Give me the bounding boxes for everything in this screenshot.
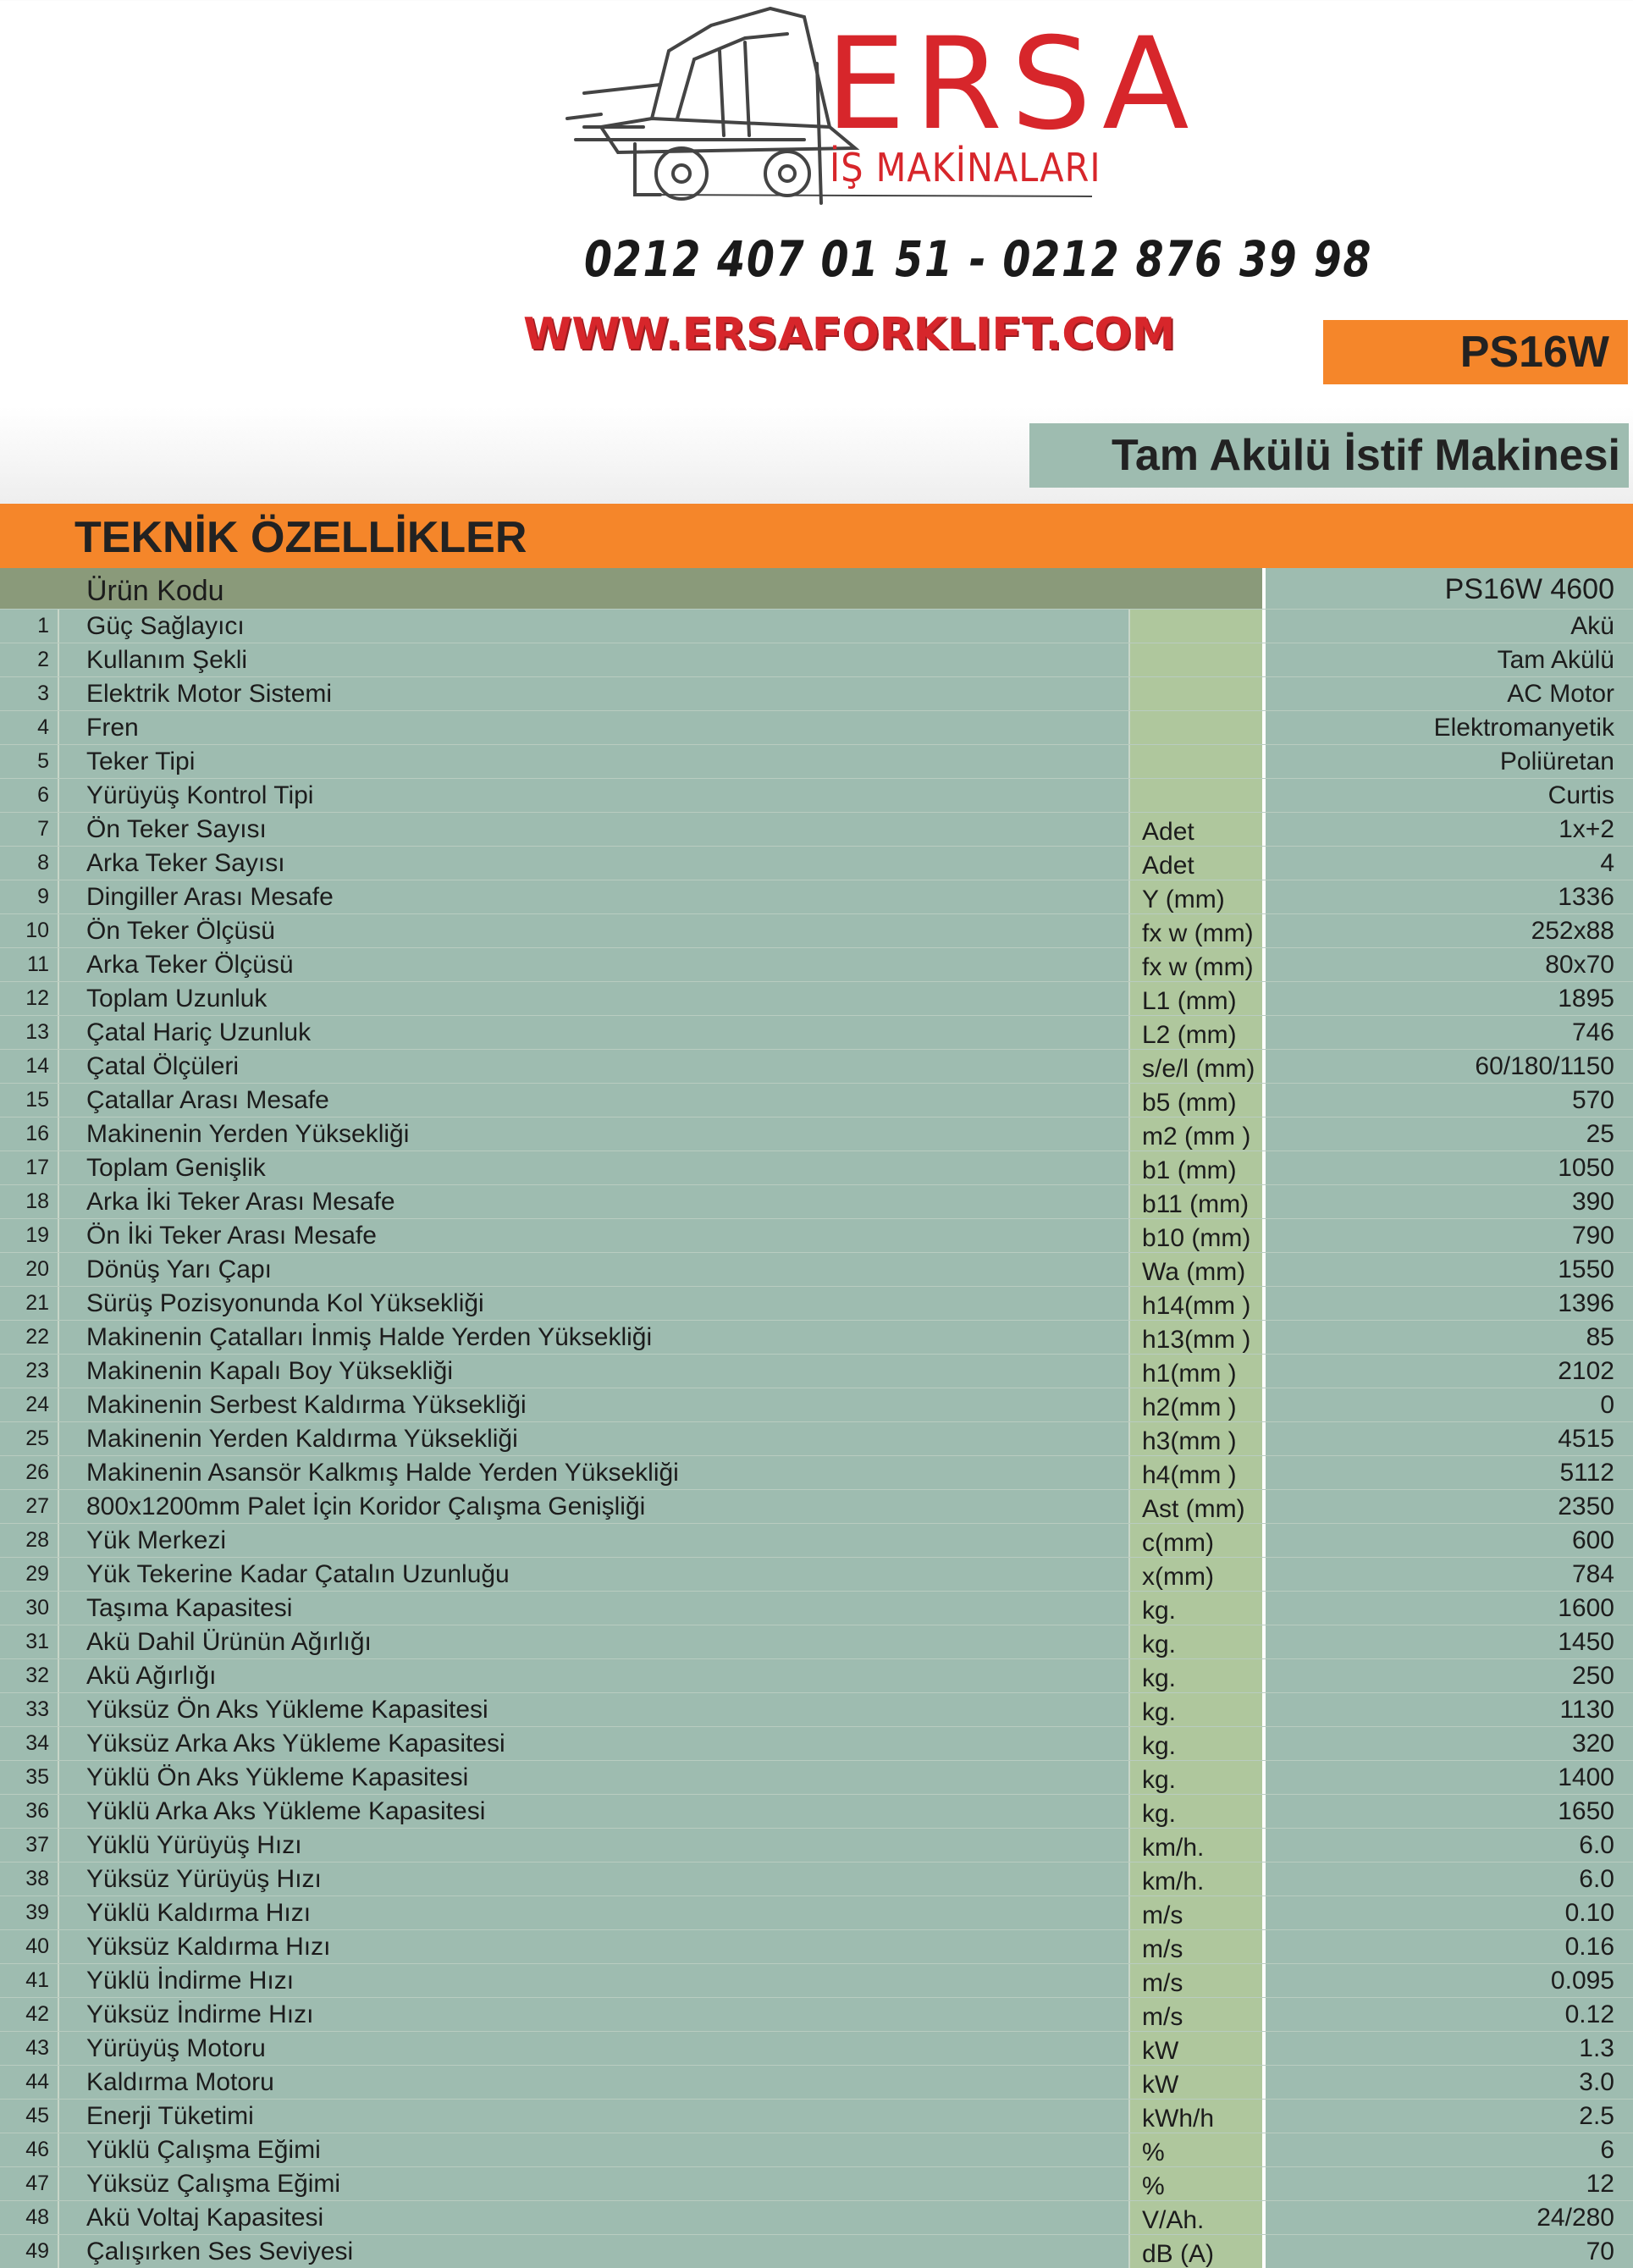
row-value: 5112 <box>1559 1459 1614 1487</box>
table-row <box>0 1455 1633 1489</box>
table-row <box>0 1692 1633 1726</box>
row-value: 2.5 <box>1579 2102 1614 2130</box>
row-number: 28 <box>0 1524 59 1557</box>
table-row <box>0 1997 1633 2031</box>
row-number: 23 <box>0 1355 59 1388</box>
row-unit: c(mm) <box>1130 1524 1266 1557</box>
row-value: 1050 <box>1558 1154 1614 1182</box>
row-unit <box>1130 745 1266 778</box>
row-name: Yüklü İndirme Hızı <box>59 1964 1130 1997</box>
row-number: 35 <box>0 1761 59 1794</box>
row-name: Elektrik Motor Sistemi <box>59 677 1130 710</box>
row-unit: Ast (mm) <box>1130 1490 1266 1523</box>
row-number: 18 <box>0 1185 59 1218</box>
row-name: Kullanım Şekli <box>59 643 1130 676</box>
table-row <box>0 1252 1633 1286</box>
row-name: Ön İki Teker Arası Mesafe <box>59 1219 1130 1252</box>
row-value: 0.12 <box>1564 2000 1614 2028</box>
row-value: 4 <box>1600 849 1614 877</box>
row-name: Enerji Tüketimi <box>59 2100 1130 2133</box>
row-value: 2350 <box>1558 1493 1614 1520</box>
row-value: 85 <box>1586 1323 1614 1351</box>
row-number: 10 <box>0 914 59 947</box>
row-number: 13 <box>0 1016 59 1049</box>
row-name: Yüklü Kaldırma Hızı <box>59 1896 1130 1929</box>
row-value: 12 <box>1586 2170 1614 2198</box>
row-number: 25 <box>0 1422 59 1455</box>
row-name: Yüklü Çalışma Eğimi <box>59 2133 1130 2166</box>
row-number: 43 <box>0 2032 59 2065</box>
row-name: Ön Teker Sayısı <box>59 813 1130 846</box>
row-value: Elektromanyetik <box>1433 714 1614 742</box>
row-value: 784 <box>1571 1560 1614 1588</box>
row-number: 39 <box>0 1896 59 1929</box>
row-name: Makinenin Çatalları İnmiş Halde Yerden Yüksekliği <box>59 1321 1130 1354</box>
phone-numbers: 0212 407 01 51 - 0212 876 39 98 <box>584 230 1373 288</box>
brand-subtitle: İŞ MAKİNALARI <box>830 145 1101 190</box>
row-number: 8 <box>0 847 59 880</box>
row-name: Arka Teker Ölçüsü <box>59 948 1130 981</box>
row-name: Dingiller Arası Mesafe <box>59 880 1130 913</box>
page-header <box>0 0 1633 504</box>
row-value: 746 <box>1571 1018 1614 1046</box>
row-unit: Adet <box>1130 847 1266 880</box>
table-row <box>0 643 1633 676</box>
row-unit <box>1130 779 1266 812</box>
row-number: 7 <box>0 813 59 846</box>
brand-name: ERSA <box>825 11 1198 158</box>
table-row <box>0 1896 1633 1929</box>
row-name: Akü Dahil Ürünün Ağırlığı <box>59 1625 1130 1658</box>
row-number: 6 <box>0 779 59 812</box>
row-unit: kW <box>1130 2032 1266 2065</box>
header-value: PS16W 4600 <box>1266 568 1633 609</box>
row-number: 47 <box>0 2167 59 2200</box>
row-number: 24 <box>0 1388 59 1421</box>
row-value: 600 <box>1571 1526 1614 1554</box>
table-row <box>0 1489 1633 1523</box>
row-unit: % <box>1130 2167 1266 2200</box>
row-unit: b11 (mm) <box>1130 1185 1266 1218</box>
table-row <box>0 1658 1633 1692</box>
row-name: Yüksüz Arka Aks Yükleme Kapasitesi <box>59 1727 1130 1760</box>
row-name: Yüklü Arka Aks Yükleme Kapasitesi <box>59 1795 1130 1828</box>
row-name: Çatallar Arası Mesafe <box>59 1084 1130 1117</box>
row-unit: Adet <box>1130 813 1266 846</box>
table-row <box>0 1049 1633 1083</box>
table-row <box>0 609 1633 643</box>
row-value: 60/180/1150 <box>1475 1052 1614 1080</box>
row-value: Curtis <box>1547 781 1614 809</box>
row-value: 0.095 <box>1550 1967 1614 1995</box>
row-value: 1400 <box>1558 1763 1614 1791</box>
row-unit: s/e/l (mm) <box>1130 1050 1266 1083</box>
row-value: 320 <box>1571 1730 1614 1758</box>
row-value: 0 <box>1600 1391 1614 1419</box>
row-number: 2 <box>0 643 59 676</box>
row-name: Toplam Genişlik <box>59 1151 1130 1184</box>
row-name: Ön Teker Ölçüsü <box>59 914 1130 947</box>
row-unit: L2 (mm) <box>1130 1016 1266 1049</box>
row-unit: Y (mm) <box>1130 880 1266 913</box>
row-value: Poliüretan <box>1499 748 1614 775</box>
row-number: 32 <box>0 1659 59 1692</box>
row-unit: h1(mm ) <box>1130 1355 1266 1388</box>
row-value: 1650 <box>1558 1797 1614 1825</box>
table-row <box>0 2065 1633 2099</box>
row-number: 1 <box>0 610 59 643</box>
row-unit: V/Ah. <box>1130 2201 1266 2234</box>
row-number: 45 <box>0 2100 59 2133</box>
row-unit: h2(mm ) <box>1130 1388 1266 1421</box>
row-number: 44 <box>0 2066 59 2099</box>
row-name: Yüksüz Çalışma Eğimi <box>59 2167 1130 2200</box>
row-number: 34 <box>0 1727 59 1760</box>
section-title: TEKNİK ÖZELLİKLER <box>74 513 527 562</box>
row-unit: h14(mm ) <box>1130 1287 1266 1320</box>
row-name: Çatal Hariç Uzunluk <box>59 1016 1130 1049</box>
row-name: 800x1200mm Palet İçin Koridor Çalışma Genişliği <box>59 1490 1130 1523</box>
table-row <box>0 1151 1633 1184</box>
row-number: 22 <box>0 1321 59 1354</box>
row-value: AC Motor <box>1507 680 1614 708</box>
row-name: Arka İki Teker Arası Mesafe <box>59 1185 1130 1218</box>
row-number: 46 <box>0 2133 59 2166</box>
row-number: 5 <box>0 745 59 778</box>
row-name: Çalışırken Ses Seviyesi <box>59 2235 1130 2268</box>
row-name: Yürüyüş Motoru <box>59 2032 1130 2065</box>
row-value: 1895 <box>1558 985 1614 1013</box>
row-name: Makinenin Kapalı Boy Yüksekliği <box>59 1355 1130 1388</box>
row-value: 0.10 <box>1564 1899 1614 1927</box>
row-value: 790 <box>1571 1222 1614 1250</box>
row-unit: x(mm) <box>1130 1558 1266 1591</box>
row-value: 3.0 <box>1579 2068 1614 2096</box>
row-value: 6 <box>1600 2136 1614 2164</box>
table-row <box>0 1794 1633 1828</box>
row-value: 1550 <box>1558 1255 1614 1283</box>
row-unit: fx w (mm) <box>1130 948 1266 981</box>
row-value: 1336 <box>1558 883 1614 911</box>
section-title-bar <box>0 504 1633 568</box>
row-name: Makinenin Yerden Kaldırma Yüksekliği <box>59 1422 1130 1455</box>
row-number: 38 <box>0 1862 59 1896</box>
row-number: 16 <box>0 1117 59 1151</box>
row-unit: h13(mm ) <box>1130 1321 1266 1354</box>
row-number: 41 <box>0 1964 59 1997</box>
row-name: Sürüş Pozisyonunda Kol Yüksekliği <box>59 1287 1130 1320</box>
table-row <box>0 2200 1633 2234</box>
table-row <box>0 981 1633 1015</box>
row-name: Akü Ağırlığı <box>59 1659 1130 1692</box>
row-number: 37 <box>0 1829 59 1862</box>
row-unit: m/s <box>1130 1998 1266 2031</box>
row-unit: m/s <box>1130 1964 1266 1997</box>
row-unit: kg. <box>1130 1727 1266 1760</box>
row-unit: Wa (mm) <box>1130 1253 1266 1286</box>
row-unit: kW <box>1130 2066 1266 2099</box>
table-row <box>0 710 1633 744</box>
row-value: 70 <box>1586 2238 1614 2265</box>
table-row <box>0 1625 1633 1658</box>
row-unit: kg. <box>1130 1761 1266 1794</box>
row-number: 48 <box>0 2201 59 2234</box>
row-unit: m2 (mm ) <box>1130 1117 1266 1151</box>
row-number: 19 <box>0 1219 59 1252</box>
table-row <box>0 676 1633 710</box>
row-name: Yüksüz Kaldırma Hızı <box>59 1930 1130 1963</box>
row-name: Kaldırma Motoru <box>59 2066 1130 2099</box>
row-number: 26 <box>0 1456 59 1489</box>
table-row <box>0 1015 1633 1049</box>
product-type-badge: Tam Akülü İstif Makinesi <box>1029 423 1629 488</box>
table-row <box>0 2166 1633 2200</box>
row-name: Akü Voltaj Kapasitesi <box>59 2201 1130 2234</box>
row-unit <box>1130 610 1266 643</box>
row-name: Yüksüz İndirme Hızı <box>59 1998 1130 2031</box>
table-row <box>0 1388 1633 1421</box>
row-value: 252x88 <box>1531 917 1614 945</box>
row-unit: m/s <box>1130 1930 1266 1963</box>
row-value: Tam Akülü <box>1497 646 1614 674</box>
table-row <box>0 1828 1633 1862</box>
row-number: 12 <box>0 982 59 1015</box>
row-name: Yüksüz Ön Aks Yükleme Kapasitesi <box>59 1693 1130 1726</box>
row-value: Akü <box>1570 612 1614 640</box>
row-name: Yüklü Ön Aks Yükleme Kapasitesi <box>59 1761 1130 1794</box>
row-unit: L1 (mm) <box>1130 982 1266 1015</box>
row-unit: h4(mm ) <box>1130 1456 1266 1489</box>
table-row <box>0 1218 1633 1252</box>
model-badge: PS16W <box>1323 320 1628 384</box>
website-link[interactable]: WWW.ERSAFORKLIFT.COM <box>523 309 1176 360</box>
row-name: Yük Merkezi <box>59 1524 1130 1557</box>
row-value: 4515 <box>1558 1425 1614 1453</box>
table-row <box>0 1760 1633 1794</box>
row-unit: b5 (mm) <box>1130 1084 1266 1117</box>
row-value: 1x+2 <box>1559 815 1614 843</box>
row-name: Teker Tipi <box>59 745 1130 778</box>
table-row <box>0 2133 1633 2166</box>
table-row <box>0 1286 1633 1320</box>
row-name: Toplam Uzunluk <box>59 982 1130 1015</box>
table-row <box>0 812 1633 846</box>
row-unit <box>1130 711 1266 744</box>
row-unit: kg. <box>1130 1659 1266 1692</box>
table-row <box>0 744 1633 778</box>
row-name: Makinenin Asansör Kalkmış Halde Yerden Yüksekliği <box>59 1456 1130 1489</box>
row-value: 1600 <box>1558 1594 1614 1622</box>
row-number: 49 <box>0 2235 59 2268</box>
row-name: Yüklü Yürüyüş Hızı <box>59 1829 1130 1862</box>
row-name: Çatal Ölçüleri <box>59 1050 1130 1083</box>
row-value: 250 <box>1571 1662 1614 1690</box>
row-number: 40 <box>0 1930 59 1963</box>
header-label: Ürün Kodu <box>0 568 1266 609</box>
row-name: Makinenin Yerden Yüksekliği <box>59 1117 1130 1151</box>
table-row <box>0 1421 1633 1455</box>
row-value: 570 <box>1571 1086 1614 1114</box>
table-row <box>0 1320 1633 1354</box>
row-value: 1130 <box>1559 1696 1614 1724</box>
row-name: Yük Tekerine Kadar Çatalın Uzunluğu <box>59 1558 1130 1591</box>
row-number: 20 <box>0 1253 59 1286</box>
row-number: 31 <box>0 1625 59 1658</box>
row-number: 33 <box>0 1693 59 1726</box>
row-unit: kWh/h <box>1130 2100 1266 2133</box>
row-number: 27 <box>0 1490 59 1523</box>
row-unit: km/h. <box>1130 1829 1266 1862</box>
row-value: 1.3 <box>1579 2034 1614 2062</box>
row-name: Yürüyüş Kontrol Tipi <box>59 779 1130 812</box>
row-unit: kg. <box>1130 1795 1266 1828</box>
row-number: 30 <box>0 1592 59 1625</box>
row-name: Taşıma Kapasitesi <box>59 1592 1130 1625</box>
row-unit: b10 (mm) <box>1130 1219 1266 1252</box>
row-value: 390 <box>1571 1188 1614 1216</box>
row-value: 25 <box>1586 1120 1614 1148</box>
table-row <box>0 913 1633 947</box>
row-unit: m/s <box>1130 1896 1266 1929</box>
row-name: Fren <box>59 711 1130 744</box>
spec-table <box>0 568 1633 2268</box>
table-row <box>0 1929 1633 1963</box>
row-value: 1396 <box>1558 1289 1614 1317</box>
table-row <box>0 2031 1633 2065</box>
row-number: 15 <box>0 1084 59 1117</box>
row-name: Güç Sağlayıcı <box>59 610 1130 643</box>
row-number: 14 <box>0 1050 59 1083</box>
row-unit: h3(mm ) <box>1130 1422 1266 1455</box>
row-number: 3 <box>0 677 59 710</box>
table-row <box>0 1523 1633 1557</box>
table-row <box>0 2099 1633 2133</box>
table-row <box>0 2234 1633 2268</box>
row-value: 6.0 <box>1579 1865 1614 1893</box>
table-row <box>0 1354 1633 1388</box>
row-name: Arka Teker Sayısı <box>59 847 1130 880</box>
row-number: 36 <box>0 1795 59 1828</box>
row-value: 1450 <box>1558 1628 1614 1656</box>
table-row <box>0 1726 1633 1760</box>
row-number: 21 <box>0 1287 59 1320</box>
table-row <box>0 778 1633 812</box>
table-row <box>0 1117 1633 1151</box>
row-value: 6.0 <box>1579 1831 1614 1859</box>
row-number: 29 <box>0 1558 59 1591</box>
table-row <box>0 1557 1633 1591</box>
row-unit: fx w (mm) <box>1130 914 1266 947</box>
row-unit <box>1130 677 1266 710</box>
row-unit: kg. <box>1130 1693 1266 1726</box>
row-unit: kg. <box>1130 1625 1266 1658</box>
row-value: 24/280 <box>1536 2204 1614 2232</box>
row-unit: kg. <box>1130 1592 1266 1625</box>
row-unit: % <box>1130 2133 1266 2166</box>
row-number: 17 <box>0 1151 59 1184</box>
row-value: 0.16 <box>1564 1933 1614 1961</box>
row-name: Dönüş Yarı Çapı <box>59 1253 1130 1286</box>
row-unit <box>1130 643 1266 676</box>
table-row <box>0 846 1633 880</box>
table-row <box>0 1184 1633 1218</box>
row-name: Yüksüz Yürüyüş Hızı <box>59 1862 1130 1896</box>
table-row <box>0 1963 1633 1997</box>
table-row <box>0 1862 1633 1896</box>
row-unit: dB (A) <box>1130 2235 1266 2268</box>
table-header-row <box>0 568 1633 609</box>
row-number: 42 <box>0 1998 59 2031</box>
row-name: Makinenin Serbest Kaldırma Yüksekliği <box>59 1388 1130 1421</box>
row-unit: b1 (mm) <box>1130 1151 1266 1184</box>
table-row <box>0 880 1633 913</box>
row-number: 11 <box>0 948 59 981</box>
row-unit: km/h. <box>1130 1862 1266 1896</box>
row-number: 9 <box>0 880 59 913</box>
table-row <box>0 947 1633 981</box>
row-value: 2102 <box>1558 1357 1614 1385</box>
row-number: 4 <box>0 711 59 744</box>
row-value: 80x70 <box>1545 951 1614 979</box>
table-row <box>0 1083 1633 1117</box>
table-row <box>0 1591 1633 1625</box>
